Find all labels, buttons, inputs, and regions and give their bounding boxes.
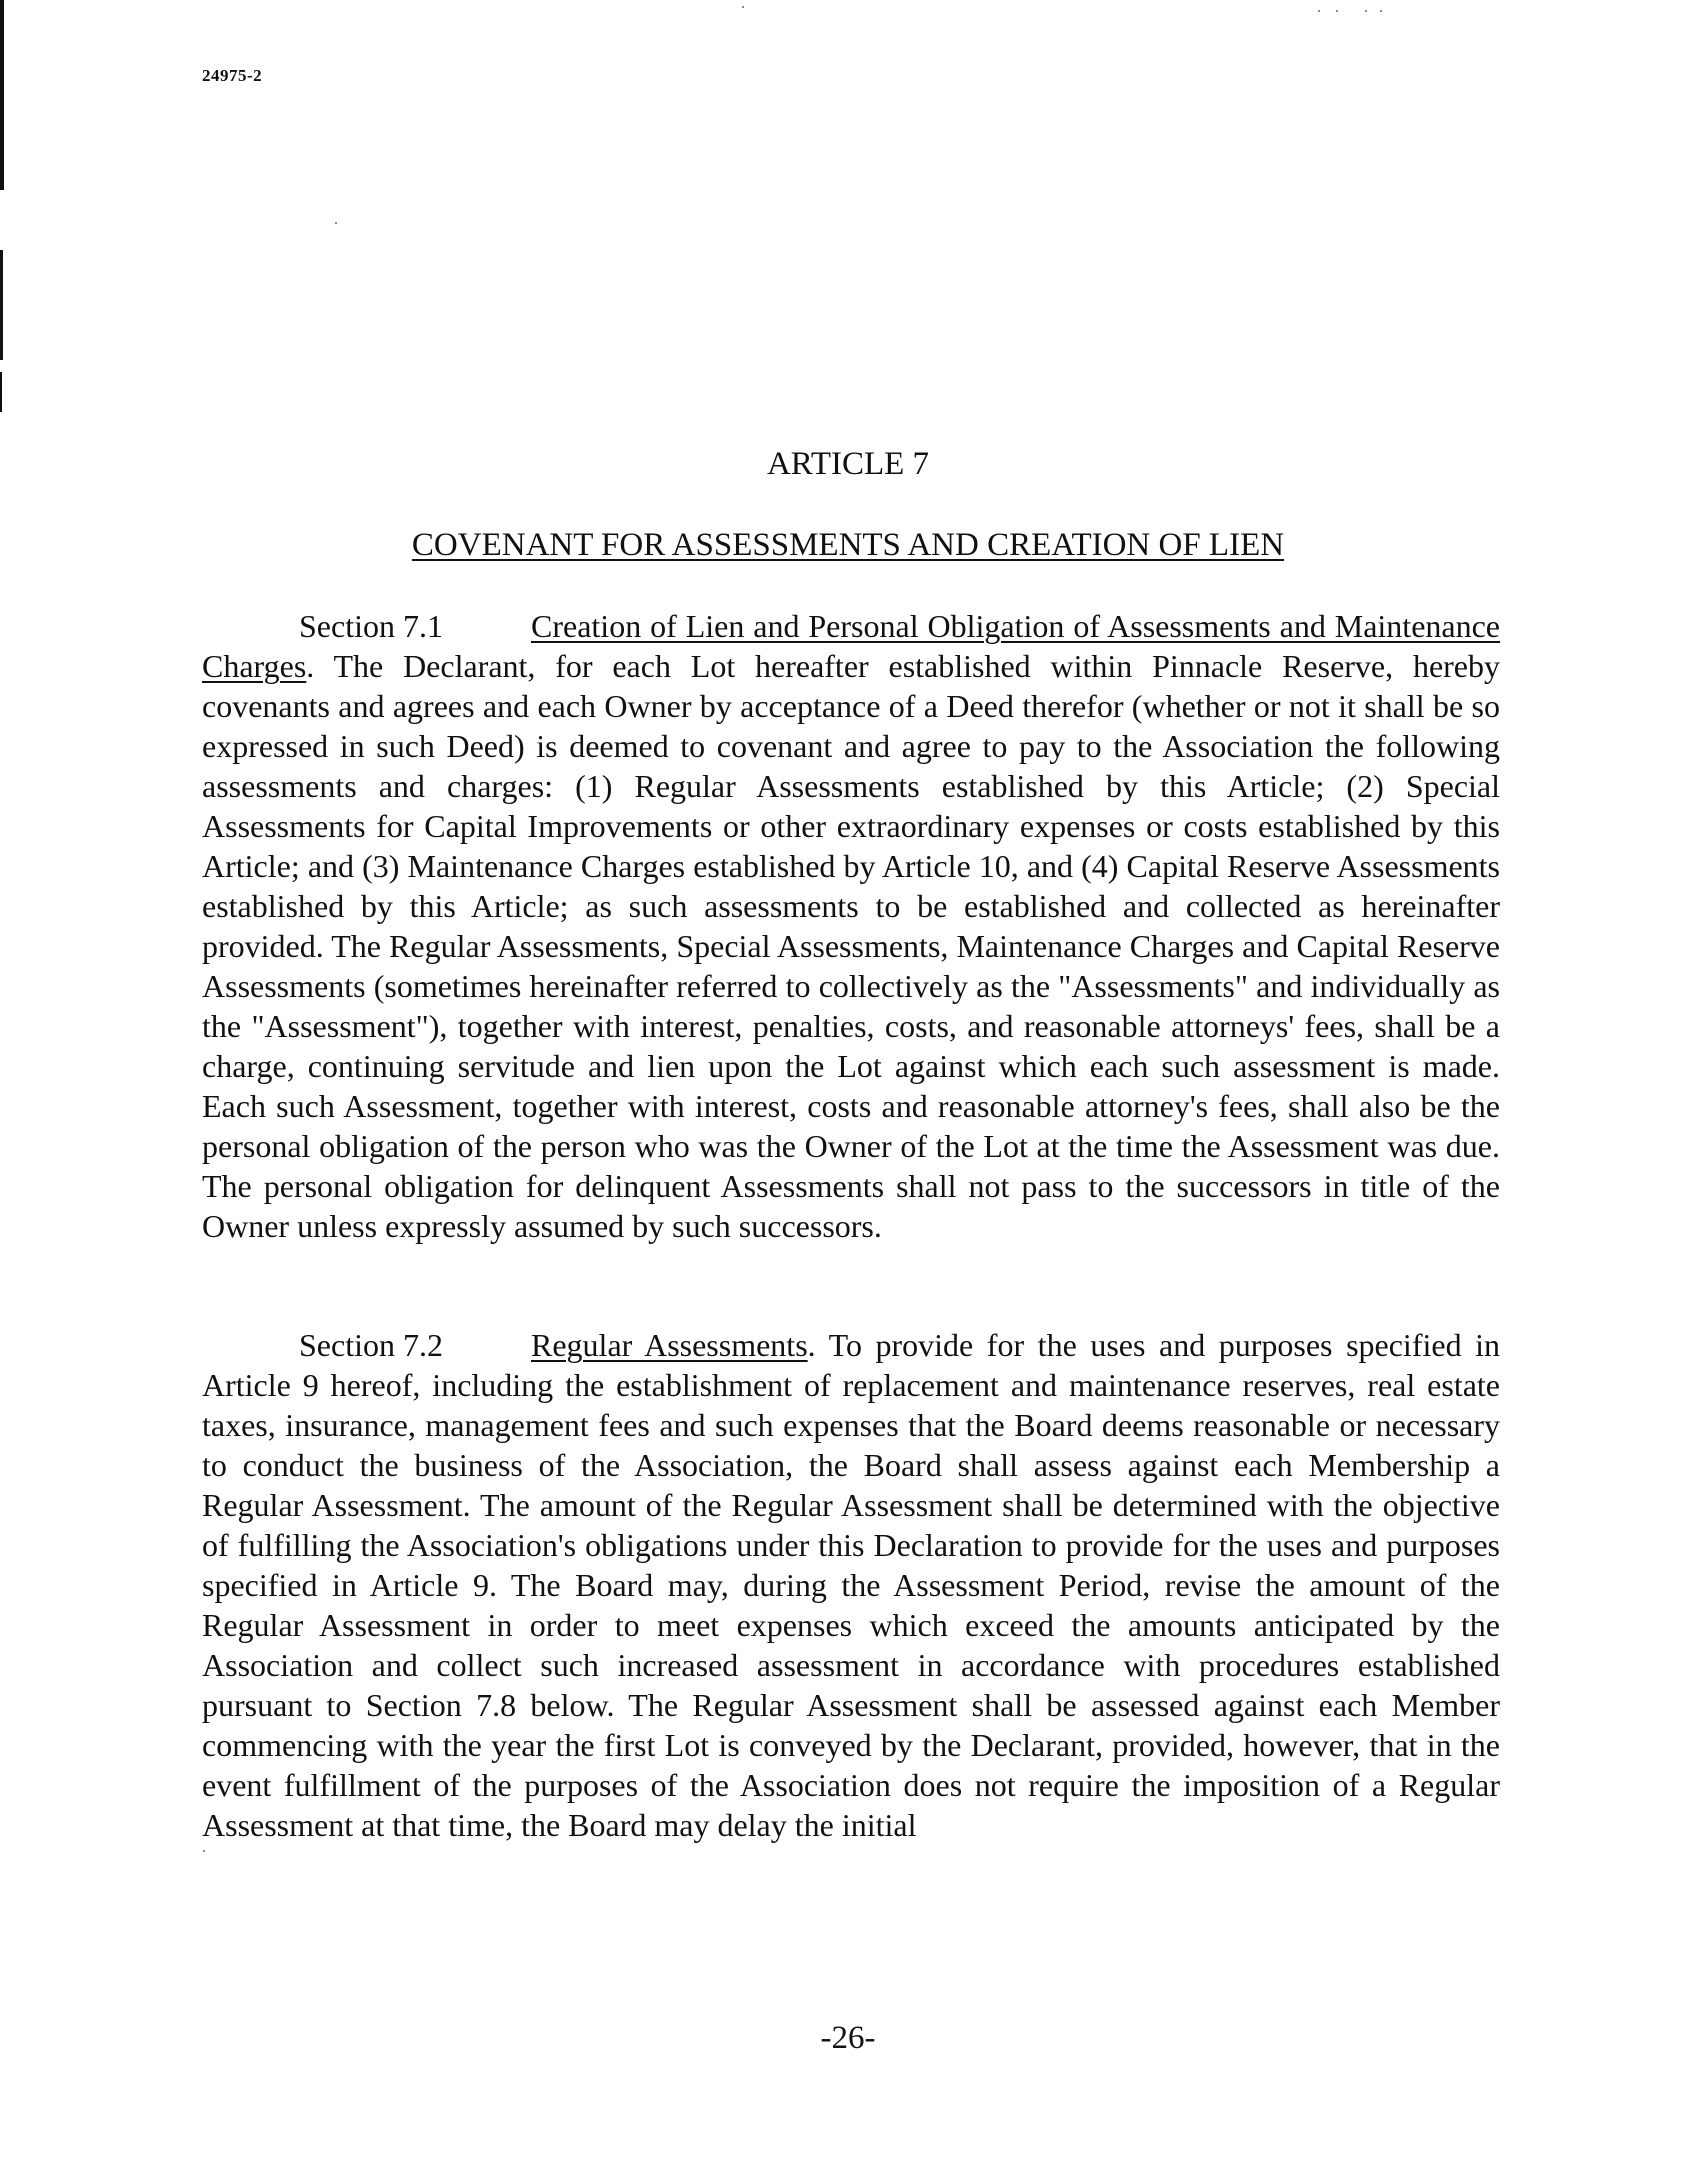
article-subheading: COVENANT FOR ASSESSMENTS AND CREATION OF LIEN bbox=[411, 527, 1285, 563]
article-heading: ARTICLE 7 bbox=[766, 446, 930, 482]
scan-speck bbox=[203, 1850, 205, 1852]
scan-speck bbox=[1380, 10, 1382, 12]
section-body: . The Declarant, for each Lot hereafter established within Pinnacle Reserve, hereby covenants and agrees and each Owner by acceptance of a Deed therefor (whether or not it shall be so expressed in such Deed) is deemed to covenant and agree to pay to the Association the following assessments and charges: (1) Regular Assessments established by this Article; (2) Special Assessments for Capital Improvements or other extraordinary expenses or costs established by this Article; and (3) Maintenance Charges established by Article 10, and (4) Capital Reserve Assessments established by this Article; as such assessments to be established and collected as hereinafter provided. The Regular Assessments, Special Assessments, Maintenance Charges and Capital Reserve Assessments (sometimes hereinafter referred to collectively as the "Assessments" and individually as the "Assessment"), together with interest, penalties, costs, and reasonable attorneys' fees, shall be a charge, continuing servitude and lien upon the Lot against which each such assessment is made. Each such Assessment, together with interest, costs and reasonable attorney's fees, shall also be the personal obligation of the person who was the Owner of the Lot at the time the Assessment was due. The personal obligation for delinquent Assessments shall not pass to the successors in title of the Owner unless expressly assumed by such successors. bbox=[202, 648, 1500, 1244]
scan-speck bbox=[1318, 10, 1320, 12]
scan-edge-mark bbox=[0, 250, 3, 360]
scan-edge-mark bbox=[0, 372, 2, 412]
scan-speck bbox=[742, 6, 744, 8]
section-number: Section 7.1 bbox=[299, 608, 443, 644]
section-number: Section 7.2 bbox=[299, 1327, 443, 1363]
scan-speck bbox=[335, 222, 337, 224]
section-7-1 bbox=[202, 606, 1500, 1246]
section-body: . To provide for the uses and purposes specified in Article 9 hereof, including the establishment of replacement and maintenance reserves, real estate taxes, insurance, management fees and such expenses that the Board deems reasonable or necessary to conduct the business of the Association, the Board shall assess against each Membership a Regular Assessment. The amount of the Regular Assessment shall be determined with the objective of fulfilling the Association's obligations under this Declaration to provide for the uses and purposes specified in Article 9. The Board may, during the Assessment Period, revise the amount of the Regular Assessment in order to meet expenses which exceed the amounts anticipated by the Association and collect such increased assessment in accordance with procedures established pursuant to Section 7.8 below. The Regular Assessment shall be assessed against each Member commencing with the year the first Lot is conveyed by the Declarant, provided, however, that in the event fulfillment of the purposes of the Association does not require the imposition of a Regular Assessment at that time, the Board may delay the initial bbox=[202, 1327, 1501, 1843]
section-title: Creation of Lien and Personal Obligation of Assessments and Maintenance Charges bbox=[202, 608, 1500, 684]
document-id: 24975-2 bbox=[202, 66, 263, 85]
section-title: Regular Assessments bbox=[531, 1327, 808, 1363]
scan-speck bbox=[1336, 10, 1338, 12]
section-7-2 bbox=[202, 1325, 1500, 1845]
scan-speck bbox=[1365, 10, 1367, 12]
scan-edge-mark bbox=[0, 0, 4, 190]
page-number: -26- bbox=[820, 2020, 876, 2056]
